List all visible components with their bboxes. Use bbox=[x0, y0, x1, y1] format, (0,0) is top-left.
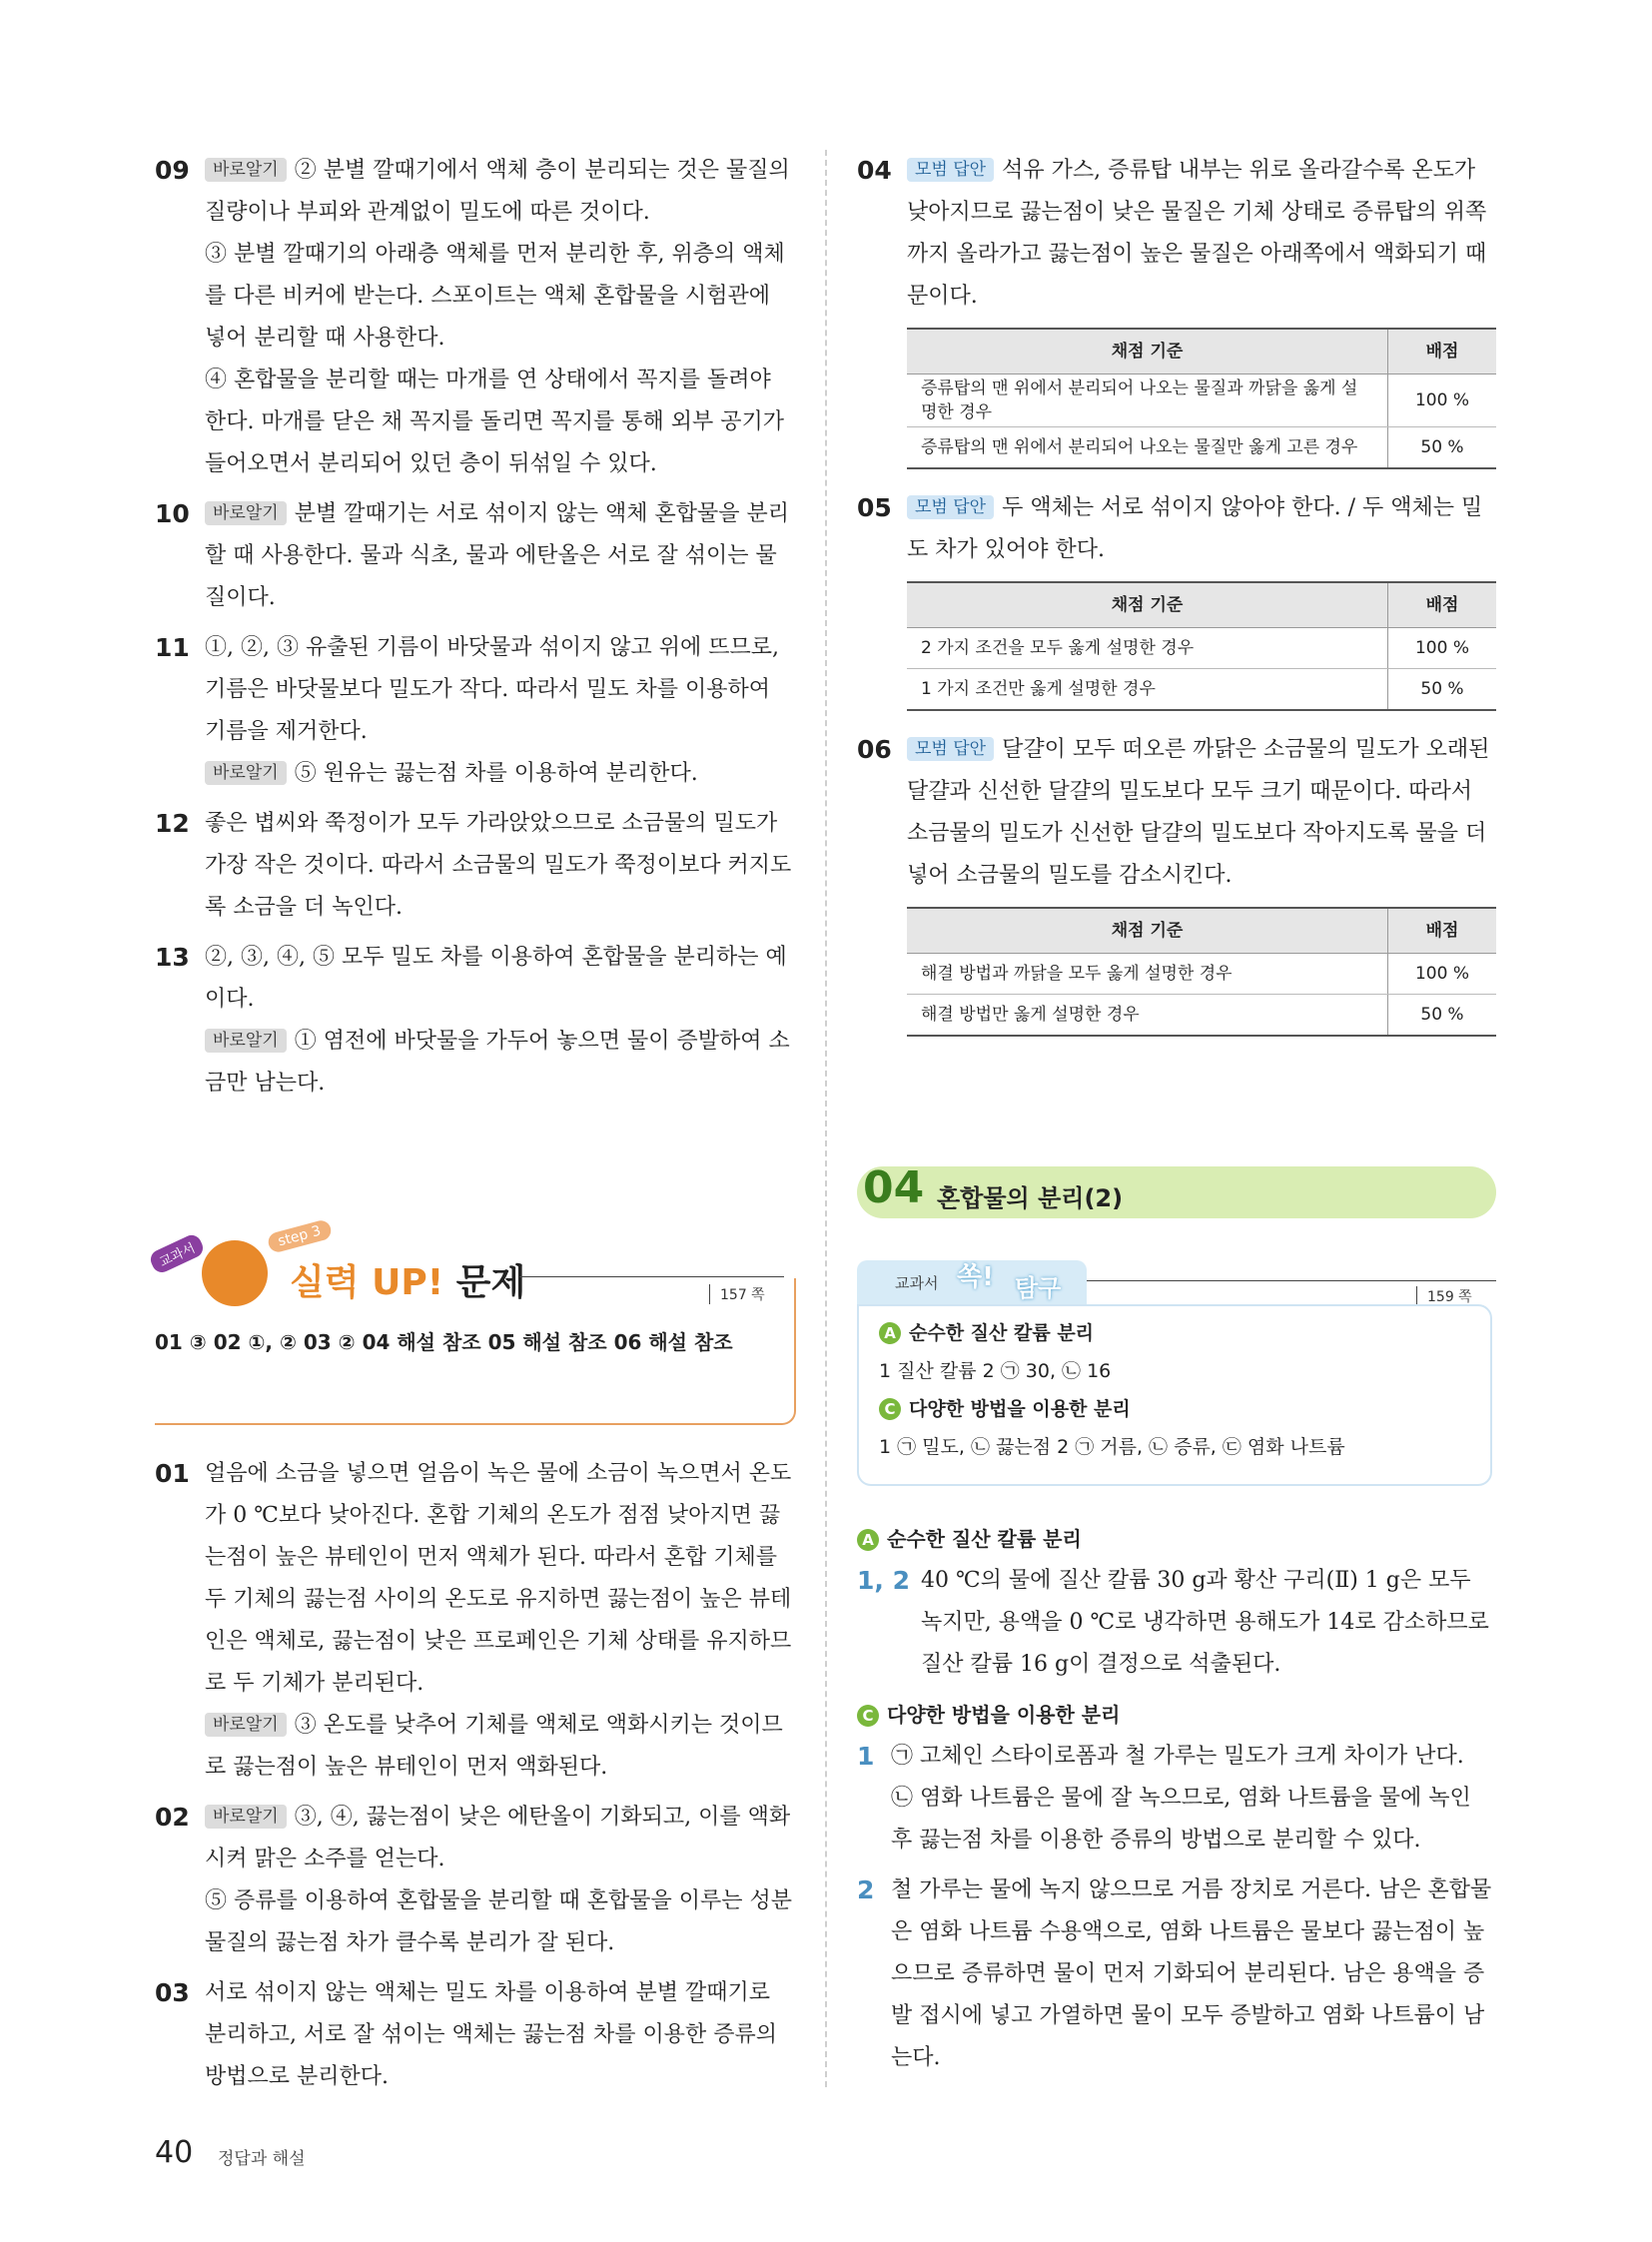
criteria-cell: 증류탑의 맨 위에서 분리되어 나오는 물질만 옳게 고른 경우 bbox=[907, 427, 1388, 469]
explanation-text: 분별 깔때기는 서로 섞이지 않는 액체 혼합물을 분리할 때 사용한다. 물과 식초, 물과 에탄올은 서로 잘 섞이는 물질이다. bbox=[205, 501, 789, 610]
inquiry-a-answer: 1 질산 칼륨 2 ㉠ 30, ㉡ 16 bbox=[879, 1360, 1112, 1382]
explanation-text: ②, ③, ④, ⑤ 모두 밀도 차를 이용하여 혼합물을 분리하는 예이다. bbox=[205, 945, 787, 1012]
question-13 bbox=[155, 937, 794, 1105]
item-number: 2 bbox=[857, 1875, 875, 1904]
question-12 bbox=[155, 803, 794, 929]
inquiry-rule bbox=[1087, 1280, 1496, 1281]
title-highlight: 실력 UP! bbox=[290, 1262, 444, 1303]
explanation-text: ㉡ 염화 나트륨은 물에 잘 녹으므로, 염화 나트륨을 물에 녹인 후 끓는점 차를 이용한 증류의 방법으로 분리할 수 있다. bbox=[891, 1786, 1471, 1853]
explanation-text: 40 ℃의 물에 질산 칼륨 30 g과 황산 구리(Ⅱ) 1 g은 모두 녹지만, 용액을 0 ℃로 냉각하면 용해도가 14로 감소하므로 질산 칼륨 16 g이 결정으로 석출된다. bbox=[921, 1568, 1489, 1677]
item-number: 1 bbox=[857, 1742, 875, 1771]
c-icon: C bbox=[857, 1705, 879, 1727]
question-number: 02 bbox=[155, 1803, 190, 1832]
title-rule bbox=[519, 1276, 784, 1277]
question-01 bbox=[155, 1453, 794, 1789]
model-answer-badge: 모범 답안 bbox=[907, 158, 994, 182]
points-cell: 50 % bbox=[1388, 995, 1497, 1037]
inquiry-label: 탐구 bbox=[1015, 1274, 1062, 1302]
criteria-cell: 증류탑의 맨 위에서 분리되어 나오는 물질과 까닭을 옳게 설명한 경우 bbox=[907, 374, 1388, 427]
model-answer-badge: 모범 답안 bbox=[907, 737, 994, 761]
a-icon: A bbox=[857, 1529, 879, 1551]
explanation-text: ③ 온도를 낮추어 기체를 액체로 액화시키는 것이므로 끓는점이 높은 뷰테인이 먼저 액화된다. bbox=[205, 1713, 783, 1780]
question-06 bbox=[857, 729, 1496, 1037]
question-10 bbox=[155, 493, 794, 619]
explanation-text: ③, ④, 끓는점이 낮은 에탄올이 기화되고, 이를 액화시켜 맑은 소주를 얻는다. bbox=[205, 1805, 791, 1871]
c-title: 다양한 방법을 이용한 분리 bbox=[909, 1398, 1131, 1420]
points-header: 배점 bbox=[1388, 582, 1497, 628]
explanation-text: 좋은 볍씨와 쭉정이가 모두 가라앉았으므로 소금물의 밀도가 가장 작은 것이다. 따라서 소금물의 밀도가 쭉정이보다 커지도록 소금을 더 녹인다. bbox=[205, 811, 792, 920]
a-title: 순수한 질산 칼륨 분리 bbox=[909, 1322, 1095, 1344]
explanation-text: ② 분별 깔때기에서 액체 층이 분리되는 것은 물질의 질량이나 부피와 관계없이 밀도에 따른 것이다. bbox=[205, 158, 790, 225]
question-number: 03 bbox=[155, 1978, 190, 2007]
model-answer-text: 석유 가스, 증류탑 내부는 위로 올라갈수록 온도가 낮아지므로 끓는점이 낮은 물질은 기체 상태로 증류탑의 위쪽까지 올라가고 끓는점이 높은 물질은 아래쪽에서 액화되기 때문이다. bbox=[907, 158, 1487, 309]
explanation-text: ①, ②, ③ 유출된 기름이 바닷물과 섞이지 않고 위에 뜨므로, 기름은 바닷물보다 밀도가 작다. 따라서 밀도 차를 이용하여 기름을 제거한다. bbox=[205, 635, 779, 744]
criteria-header: 채점 기준 bbox=[907, 329, 1388, 374]
table-row bbox=[907, 669, 1496, 711]
explain-a-heading bbox=[857, 1518, 1496, 1560]
question-09 bbox=[155, 150, 794, 485]
points-cell: 100 % bbox=[1388, 374, 1497, 427]
explanation-text: ④ 혼합물을 분리할 때는 마개를 연 상태에서 꼭지를 돌려야 한다. 마개를 닫은 채 꼭지를 돌리면 꼭지를 통해 외부 공기가 들어오면서 분리되어 있던 층이 뒤섞일 수 있다. bbox=[205, 368, 784, 476]
inquiry-c-answer: 1 ㉠ 밀도, ㉡ 끓는점 2 ㉠ 거름, ㉡ 증류, ㉢ 염화 나트륨 bbox=[879, 1436, 1345, 1458]
page-label: 정답과 해설 bbox=[218, 2149, 306, 2169]
question-03 bbox=[155, 1972, 794, 2098]
question-number: 01 bbox=[155, 1459, 190, 1488]
explanation-text: ㉠ 고체인 스타이로폼과 철 가루는 밀도가 크게 차이가 난다. bbox=[891, 1744, 1464, 1769]
points-header: 배점 bbox=[1388, 329, 1497, 374]
inquiry-a-title bbox=[879, 1314, 1490, 1352]
title-plain: 문제 bbox=[455, 1262, 526, 1303]
explain-c-heading bbox=[857, 1694, 1496, 1736]
a-title: 순수한 질산 칼륨 분리 bbox=[887, 1527, 1082, 1551]
textbook-tag: 교과서 bbox=[148, 1232, 206, 1276]
section-title-band bbox=[857, 1162, 1496, 1218]
model-answer-text: 달걀이 모두 떠오른 까닭은 소금물의 밀도가 오래된 달걀과 신선한 달걀의 밀도보다 모두 크기 때문이다. 따라서 소금물의 밀도가 신선한 달걀의 밀도보다 작아지도록 물을 더 넣어 소금물의 밀도를 감소시킨다. bbox=[907, 737, 1490, 888]
correction-badge: 바로알기 bbox=[205, 1805, 287, 1829]
question-number: 11 bbox=[155, 633, 190, 662]
right-column bbox=[857, 150, 1496, 1055]
criteria-header: 채점 기준 bbox=[907, 582, 1388, 628]
criteria-cell: 2 가지 조건을 모두 옳게 설명한 경우 bbox=[907, 628, 1388, 669]
correction-badge: 바로알기 bbox=[205, 1029, 287, 1053]
explain-c2-item bbox=[857, 1869, 1496, 2079]
a-icon: A bbox=[879, 1322, 901, 1344]
explanation-text: 얼음에 소금을 넣으면 얼음이 녹은 물에 소금이 녹으면서 온도가 0 ℃보다 낮아진다. 혼합 기체의 온도가 점점 낮아지면 끓는점이 높은 뷰테인이 먼저 액체가 된다. 따라서 혼합 기체를 두 기체의 끓는점 사이의 온도로 유지하면 끓는점이 높은 뷰테인은 액체로, 끓는점이 낮은 프로페인은 기체 상태를 유지하므로 두 기체가 분리된다. bbox=[205, 1461, 792, 1696]
column-divider bbox=[825, 150, 827, 2087]
table-row bbox=[907, 374, 1496, 427]
question-05 bbox=[857, 487, 1496, 711]
question-number: 12 bbox=[155, 809, 190, 838]
points-cell: 100 % bbox=[1388, 954, 1497, 995]
question-number: 04 bbox=[857, 156, 892, 185]
question-number: 13 bbox=[155, 943, 190, 972]
correction-badge: 바로알기 bbox=[205, 501, 287, 525]
item-number: 1, 2 bbox=[857, 1566, 910, 1595]
page-ref: 157 쪽 bbox=[709, 1284, 765, 1304]
table-row bbox=[907, 954, 1496, 995]
explanation-text: ③ 분별 깔때기의 아래층 액체를 먼저 분리한 후, 위층의 액체를 다른 비커에 받는다. 스포이트는 액체 혼합물을 시험관에 넣어 분리할 때 사용한다. bbox=[205, 242, 785, 351]
step-tag: step 3 bbox=[266, 1218, 333, 1254]
question-number: 10 bbox=[155, 499, 190, 528]
explanations bbox=[857, 1518, 1496, 2087]
question-number: 09 bbox=[155, 156, 190, 185]
question-11 bbox=[155, 627, 794, 795]
scoring-table bbox=[907, 907, 1496, 1037]
scoring-table bbox=[907, 581, 1496, 711]
points-cell: 100 % bbox=[1388, 628, 1497, 669]
inquiry-content bbox=[857, 1304, 1492, 1486]
section-title: 혼합물의 분리(2) bbox=[937, 1184, 1124, 1212]
c-title: 다양한 방법을 이용한 분리 bbox=[887, 1703, 1121, 1727]
question-number: 06 bbox=[857, 735, 892, 764]
question-04 bbox=[857, 150, 1496, 469]
ssok-logo: 쏙! bbox=[957, 1262, 994, 1292]
inquiry-box bbox=[857, 1260, 1496, 1490]
section-number: 04 bbox=[863, 1162, 925, 1213]
correction-badge: 바로알기 bbox=[205, 761, 287, 785]
page-number: 40 bbox=[155, 2135, 194, 2170]
explanation-text: 철 가루는 물에 녹지 않으므로 거름 장치로 거른다. 남은 혼합물은 염화 나트륨 수용액으로, 염화 나트륨은 물보다 끓는점이 높으므로 증류하면 물이 먼저 기화되어 분리된다. 남은 용액을 증발 접시에 넣고 가열하면 물이 모두 증발하고 염화 나트륨이 남는다. bbox=[891, 1877, 1492, 2070]
explain-c1-item bbox=[857, 1736, 1496, 1862]
explanation-text: ⑤ 증류를 이용하여 혼합물을 분리할 때 혼합물을 이루는 성분 물질의 끓는점 차가 클수록 분리가 잘 된다. bbox=[205, 1888, 792, 1955]
table-row bbox=[907, 995, 1496, 1037]
criteria-cell: 해결 방법과 까닭을 모두 옳게 설명한 경우 bbox=[907, 954, 1388, 995]
criteria-cell: 해결 방법만 옳게 설명한 경우 bbox=[907, 995, 1388, 1037]
criteria-cell: 1 가지 조건만 옳게 설명한 경우 bbox=[907, 669, 1388, 711]
table-row bbox=[907, 628, 1496, 669]
correction-badge: 바로알기 bbox=[205, 1713, 287, 1737]
correction-badge: 바로알기 bbox=[205, 158, 287, 182]
points-cell: 50 % bbox=[1388, 427, 1497, 469]
explanation-text: 서로 섞이지 않는 액체는 밀도 차를 이용하여 분별 깔때기로 분리하고, 서로 잘 섞이는 액체는 끓는점 차를 이용한 증류의 방법으로 분리한다. bbox=[205, 1980, 777, 2089]
answer-summary: 01 ③ 02 ①, ② 03 ② 04 해설 참조 05 해설 참조 06 해설 참조 bbox=[155, 1330, 733, 1354]
c-icon: C bbox=[879, 1398, 901, 1420]
question-number: 05 bbox=[857, 493, 892, 522]
inquiry-tab bbox=[857, 1260, 1087, 1304]
question-02 bbox=[155, 1797, 794, 1964]
points-header: 배점 bbox=[1388, 908, 1497, 954]
inquiry-tag: 교과서 bbox=[895, 1274, 939, 1292]
points-cell: 50 % bbox=[1388, 669, 1497, 711]
page-ref: 159 쪽 bbox=[1416, 1286, 1472, 1306]
table-row bbox=[907, 427, 1496, 469]
model-answer-badge: 모범 답안 bbox=[907, 495, 994, 519]
explanation-text: ① 염전에 바닷물을 가두어 놓으면 물이 증발하여 소금만 남는다. bbox=[205, 1029, 790, 1096]
criteria-header: 채점 기준 bbox=[907, 908, 1388, 954]
inquiry-c-title bbox=[879, 1390, 1490, 1428]
model-answer-text: 두 액체는 서로 섞이지 않아야 한다. / 두 액체는 밀도 차가 있어야 한다. bbox=[907, 495, 1483, 562]
explain-a-item bbox=[857, 1560, 1496, 1686]
explanation-text: ⑤ 원유는 끓는점 차를 이용하여 분리한다. bbox=[294, 761, 698, 786]
scoring-table bbox=[907, 328, 1496, 469]
left-column-bottom bbox=[155, 1453, 794, 2106]
left-column bbox=[155, 150, 794, 1113]
